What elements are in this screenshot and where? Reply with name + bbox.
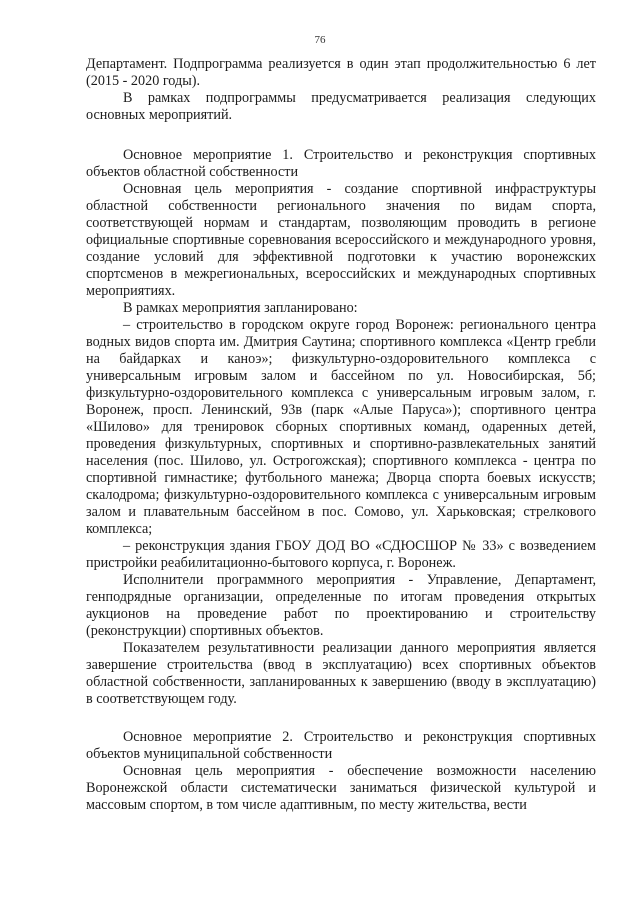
paragraph-activity-2-goal: Основная цель мероприятия - обеспечение возможности населению Воронежской области систематически заниматься физической культурой и массовым спортом, в том числе адаптивным, по месту жительства, вести <box>86 763 596 813</box>
document-body <box>86 56 596 814</box>
paragraph-activity-1-executors: Исполнители программного мероприятия - Управление, Департамент, генподрядные организации, определенные по итогам проведения открытых аукционов на проведение работ по проектированию и строительству (реконструкции) спортивных объектов. <box>86 572 596 639</box>
paragraph-activities-intro: В рамках подпрограммы предусматривается реализация следующих основных мероприятий. <box>86 90 596 123</box>
page-number: 76 <box>314 34 326 46</box>
paragraph-activity-1-indicator: Показателем результативности реализации данного мероприятия является завершение строительства (ввод в эксплуатацию) всех спортивных объектов областной собственности, запланированных к завершению (вводу в эксплуатацию) в соответствующем году. <box>86 640 596 707</box>
paragraph-activity-1-planned: В рамках мероприятия запланировано: <box>123 300 358 316</box>
heading-activity-2: Основное мероприятие 2. Строительство и реконструкция спортивных объектов муниципальной собственности <box>86 729 596 762</box>
list-item-construction: – строительство в городском округе город Воронеж: регионального центра водных видов спорта им. Дмитрия Саутина; спортивного комплекса «Центр гребли на байдарках и каноэ»; физкультурно-оздоровительного комплекса с универсальным игровым залом и бассейном по ул. Новосибирская, 5б; физкультурно-оздоровительного комплекса с универсальным игровым залом, г. Воронеж, просп. Ленинский, 93в (парк «Алые Паруса»); спортивного центра «Шилово» для тренировок сборных спортивных команд, одаренных детей, проведения физкультурных, спортивных и спортивно-развлекательных занятий населения (пос. Шилово, ул. Острогожская); спортивного комплекса - центра по спортивной гимнастике; футбольного манежа; Дворца спорта боевых искусств; скалодрома; физкультурно-оздоровительного комплекса с универсальным игровым залом и плавательным бассейном в пос. Сомово, ул. Харьковская; стрелкового комплекса; <box>86 317 596 537</box>
list-item-reconstruction: – реконструкция здания ГБОУ ДОД ВО «СДЮСШОР № 33» с возведением пристройки реабилитационно-бытового корпуса, г. Воронеж. <box>86 538 596 571</box>
paragraph-activity-1-goal: Основная цель мероприятия - создание спортивной инфраструктуры областной собственности регионального значения по видам спорта, соответствующей нормам и стандартам, позволяющим проводить в регионе официальные спортивные соревнования всероссийского и международного уровня, создание условий для эффективной подготовки к участию воронежских спортсменов в межрегиональных, всероссийских и международных спортивных мероприятиях. <box>86 181 596 299</box>
paragraph-program-period: Департамент. Подпрограмма реализуется в один этап продолжительностью 6 лет (2015 - 2020 годы). <box>86 56 596 89</box>
heading-activity-1: Основное мероприятие 1. Строительство и реконструкция спортивных объектов областной собственности <box>86 147 596 180</box>
